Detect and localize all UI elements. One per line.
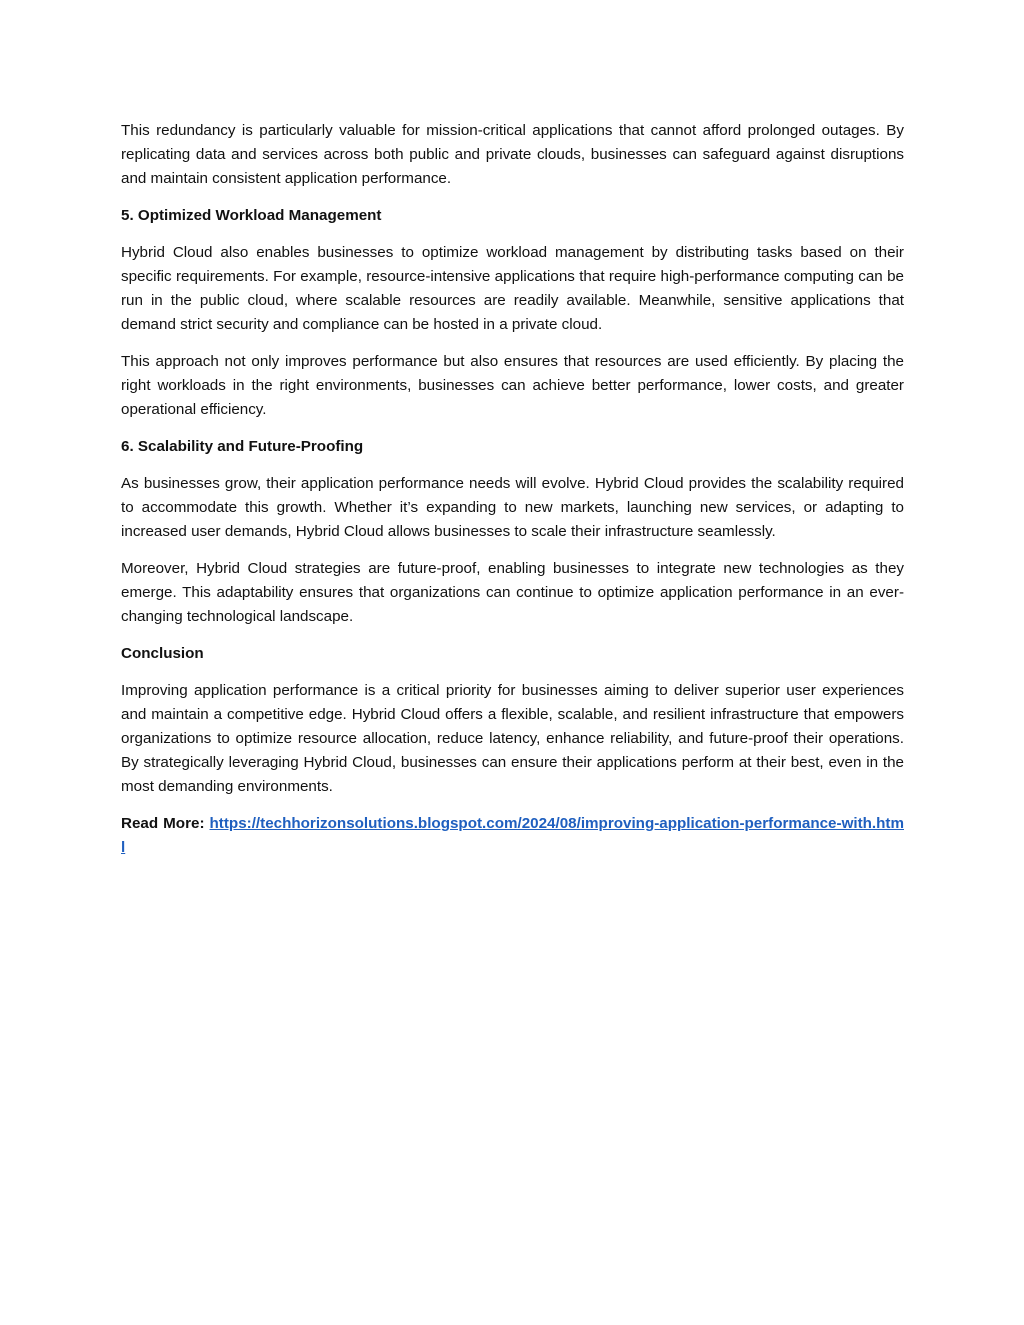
section-heading-scalability: 6. Scalability and Future-Proofing [121,438,364,455]
paragraph-scalability-2: Moreover, Hybrid Cloud strategies are future-proof, enabling businesses to integrate new technologies as they emerge. This adaptability ensures that organizations can continue to optimize application performance in an ever-changing technological landscape. [121,560,904,625]
section-heading-conclusion: Conclusion [121,645,204,662]
paragraph-workload-2: This approach not only improves performance but also ensures that resources are used efficiently. By placing the right workloads in the right environments, businesses can achieve better performance, lower costs, and greater operational efficiency. [121,353,904,418]
read-more-line [121,812,904,860]
read-more-link[interactable]: https://techhorizonsolutions.blogspot.com/2024/08/improving-application-performance-with.html [121,815,904,856]
section-heading-optimized-workload: 5. Optimized Workload Management [121,207,382,224]
paragraph-conclusion: Improving application performance is a critical priority for businesses aiming to deliver superior user experiences and maintain a competitive edge. Hybrid Cloud offers a flexible, scalable, and resilient infrastructure that empowers organizations to optimize resource allocation, reduce latency, enhance reliability, and future-proof their operations. By strategically leveraging Hybrid Cloud, businesses can ensure their applications perform at their best, even in the most demanding environments. [121,682,904,795]
document-page [121,119,904,860]
paragraph-workload-1: Hybrid Cloud also enables businesses to optimize workload management by distributing tasks based on their specific requirements. For example, resource-intensive applications that require high-performance computing can be run in the public cloud, where scalable resources are readily available. Meanwhile, sensitive applications that demand strict security and compliance can be hosted in a private cloud. [121,244,904,333]
paragraph-redundancy: This redundancy is particularly valuable for mission-critical applications that cannot afford prolonged outages. By replicating data and services across both public and private clouds, businesses can safeguard against disruptions and maintain consistent application performance. [121,122,904,187]
read-more-label: Read More: [121,815,205,832]
paragraph-scalability-1: As businesses grow, their application performance needs will evolve. Hybrid Cloud provides the scalability required to accommodate this growth. Whether it’s expanding to new markets, launching new services, or adapting to increased user demands, Hybrid Cloud allows businesses to scale their infrastructure seamlessly. [121,475,904,540]
